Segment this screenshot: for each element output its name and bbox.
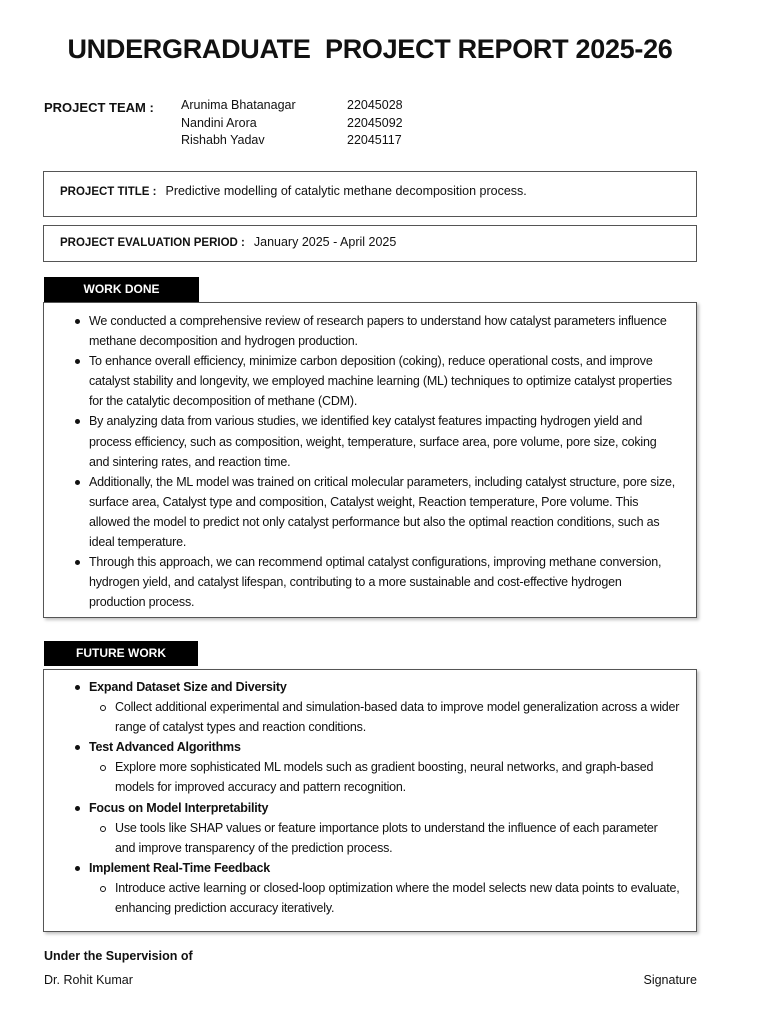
work-done-panel [43,302,697,618]
evaluation-period-label: PROJECT EVALUATION PERIOD : [60,237,245,249]
future-work-item-detail: Introduce active learning or closed-loop optimization where the model selects new data points to evaluate, enhancing prediction accuracy iteratively. [89,878,680,918]
future-work-list [72,677,680,918]
future-work-heading: FUTURE WORK [44,641,198,666]
project-team-label: PROJECT TEAM : [44,100,154,115]
list-item [72,737,680,797]
supervision-label: Under the Supervision of [44,949,193,963]
work-done-heading: WORK DONE [44,277,199,302]
project-title-value: Predictive modelling of catalytic methane decomposition process. [165,184,527,198]
team-member-row [181,98,421,116]
report-title: UNDERGRADUATE PROJECT REPORT 2025-26 [67,34,673,64]
future-work-item-detail: Use tools like SHAP values or feature importance plots to understand the influence of each parameter and improve transparency of the prediction process. [89,818,680,858]
project-title-label: PROJECT TITLE : [60,186,157,198]
team-list [181,98,421,151]
future-work-item-detail: Explore more sophisticated ML models such as gradient boosting, neural networks, and graph-based models for improved accuracy and pattern recognition. [89,757,680,797]
list-item: Additionally, the ML model was trained on critical molecular parameters, including catalyst structure, pore size, surface area, Catalyst type and composition, Catalyst weight, Reaction temperature, Pore volume. This allowed the model to predict not only catalyst performance but also the optimal reaction conditions, such as ideal temperature. [72,472,680,552]
list-item [72,677,680,737]
future-work-item-title: Focus on Model Interpretability [89,800,269,815]
team-member-row [181,116,421,134]
list-item: Through this approach, we can recommend optimal catalyst configurations, improving methane conversion, hydrogen yield, and catalyst lifespan, contributing to a more sustainable and cost-effective hydrogen production process. [72,552,680,612]
future-work-panel [43,669,697,932]
signature-label: Signature [643,973,697,987]
team-member-name: Arunima Bhatanagar [181,98,296,112]
project-title-box [43,171,697,217]
evaluation-period-value: January 2025 - April 2025 [253,235,397,249]
team-member-id: 22045092 [347,115,403,130]
list-item [72,798,680,858]
evaluation-period-box [43,225,697,262]
future-work-item-title: Test Advanced Algorithms [89,740,241,755]
team-member-name: Rishabh Yadav [181,133,265,147]
future-work-item-title: Expand Dataset Size and Diversity [89,680,287,694]
team-member-name: Nandini Arora [181,115,257,130]
list-item [72,858,680,918]
work-done-list [72,311,680,612]
list-item: By analyzing data from various studies, we identified key catalyst features impacting hydrogen yield and process efficiency, such as composition, weight, temperature, surface area, pore volume, pore size, coking and sintering rates, and reaction time. [72,411,680,471]
team-member-row [181,133,421,151]
supervisor-name: Dr. Rohit Kumar [44,973,133,987]
team-member-id: 22045028 [347,98,403,112]
future-work-item-detail: Collect additional experimental and simulation-based data to improve model generalization across a wider range of catalyst types and reaction conditions. [89,697,680,737]
future-work-item-title: Implement Real-Time Feedback [89,860,271,875]
list-item: We conducted a comprehensive review of research papers to understand how catalyst parameters influence methane decomposition and hydrogen production. [72,311,680,351]
team-member-id: 22045117 [347,133,402,147]
list-item: To enhance overall efficiency, minimize carbon deposition (coking), reduce operational costs, and improve catalyst stability and longevity, we employed machine learning (ML) techniques to optimize catalyst properties for the catalytic decomposition of methane (CDM). [72,351,680,411]
